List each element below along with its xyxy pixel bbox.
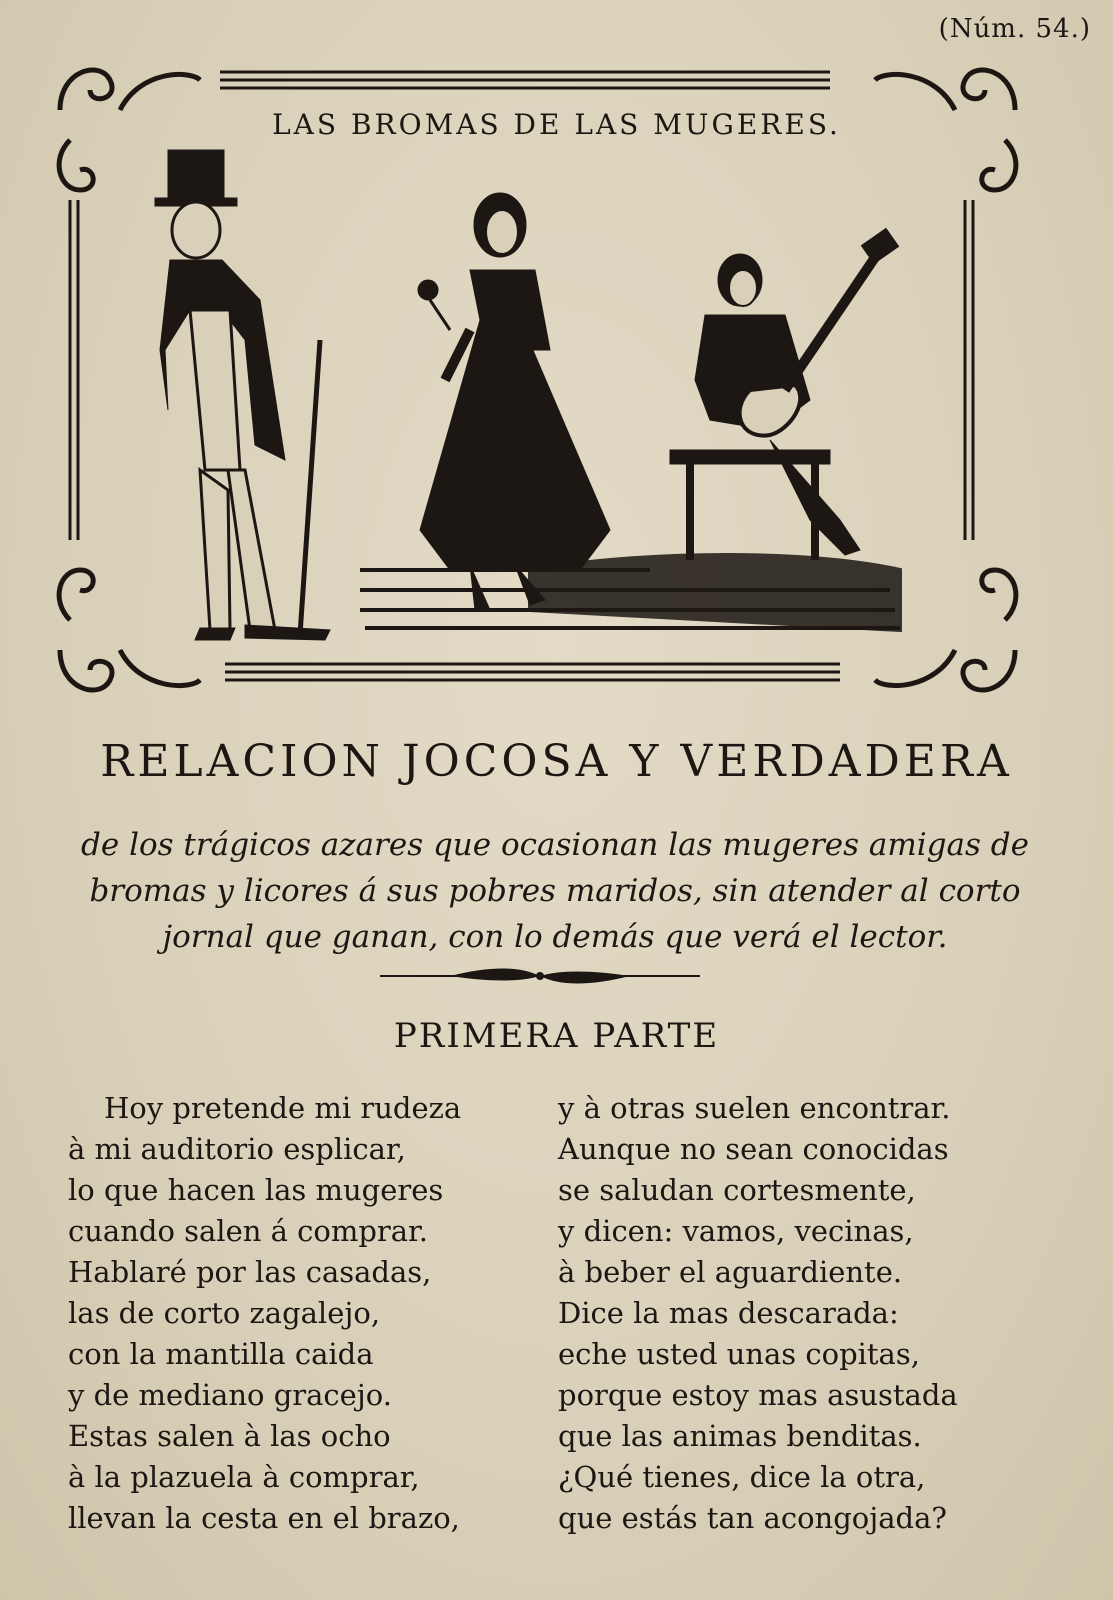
stage-floor [360, 555, 900, 630]
subtitle-line: de los trágicos azares que ocasionan las mugeres amigas de [81, 827, 1029, 863]
verse-line: à mi auditorio esplicar, [68, 1132, 406, 1166]
section-heading: PRIMERA PARTE [393, 1016, 720, 1056]
verse-column-right [558, 1088, 958, 1539]
woodcut-illustration [50, 50, 1025, 710]
verse-line: lo que hacen las mugeres [68, 1173, 444, 1207]
bottom-border-rules [225, 664, 840, 680]
page-number: (Núm. 54.) [938, 14, 1091, 44]
verse-line: Hoy pretende mi rudeza [104, 1091, 462, 1125]
verse-line: à beber el aguardiente. [558, 1255, 903, 1289]
verse-line: Hablaré por las casadas, [68, 1255, 432, 1289]
verse-line: y à otras suelen encontrar. [558, 1091, 951, 1125]
verse-line: Dice la mas descarada: [558, 1296, 899, 1330]
verse-column-left [68, 1088, 461, 1539]
top-border-rules [220, 72, 830, 88]
woodcut-title: LAS BROMAS DE LAS MUGERES. [272, 108, 841, 141]
verse-line: se saludan cortesmente, [558, 1173, 916, 1207]
woodcut-frame [50, 50, 1025, 710]
verse-line: à la plazuela à comprar, [68, 1460, 420, 1494]
verse-line: ¿Qué tienes, dice la otra, [558, 1460, 926, 1494]
verse-line: las de corto zagalejo, [68, 1296, 381, 1330]
verse-line: porque estoy mas asustada [558, 1378, 958, 1412]
lady-with-rose-icon [418, 193, 610, 610]
verse-line: y dicen: vamos, vecinas, [558, 1214, 914, 1248]
gentleman-icon [155, 150, 330, 640]
subtitle [60, 822, 1050, 960]
ornamental-divider-icon [380, 962, 700, 990]
verse-line: que las animas benditas. [558, 1419, 922, 1453]
verse-line: eche usted unas copitas, [558, 1337, 920, 1371]
guitarist-icon [670, 228, 899, 560]
verse-line: cuando salen á comprar. [68, 1214, 428, 1248]
verse-line: Estas salen à las ocho [68, 1419, 391, 1453]
subtitle-line: jornal que ganan, con lo demás que verá el lector. [162, 919, 948, 955]
verse-line: con la mantilla caida [68, 1337, 374, 1371]
verse-line: llevan la cesta en el brazo, [68, 1501, 460, 1535]
subtitle-line: bromas y licores á sus pobres maridos, sin atender al corto [89, 873, 1021, 909]
document-title: RELACION JOCOSA Y VERDADERA [100, 736, 1013, 787]
verse-line: Aunque no sean conocidas [558, 1132, 949, 1166]
verse-line: y de mediano gracejo. [68, 1378, 392, 1412]
verse-line: que estás tan acongojada? [558, 1501, 947, 1535]
